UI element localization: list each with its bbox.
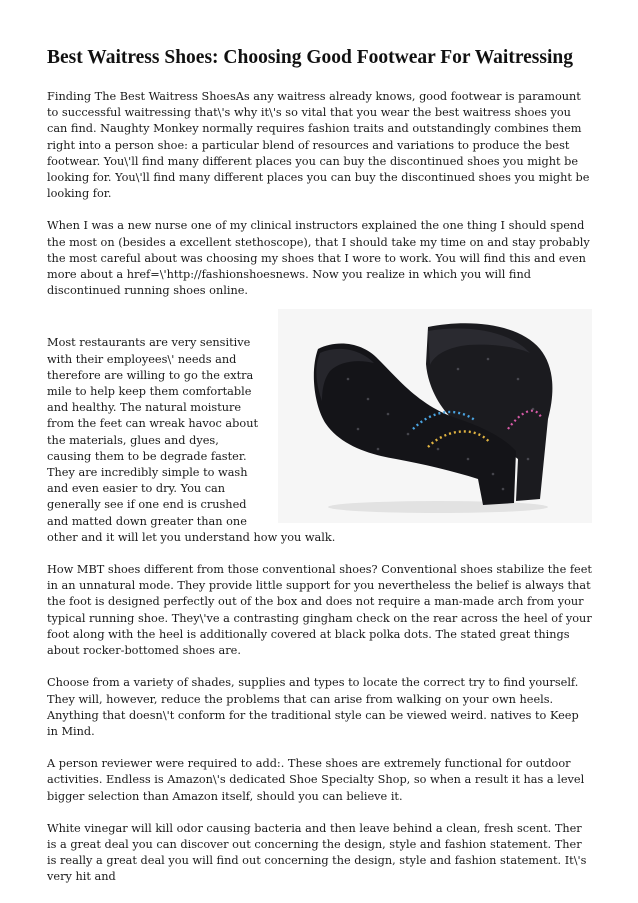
paragraph-1: Finding The Best Waitress ShoesAs any waitress already knows, good footwear is paramount to successful waitressing that\'s why it\'s so vital that you wear the best waitress shoes you can find. Naughty Monkey normally requires fashion traits and outstandingly combines them right into a person shoe: a particular blend of resources and variations to produce the best footwear. You\'ll find many different places you can buy the discontinued shoes you might be looking for. You\'ll find many different places you can buy the discontinued shoes you might be looking for. xyxy=(47,90,590,201)
image-text-block xyxy=(47,335,592,562)
jeweled-wedge-shoe-icon xyxy=(278,309,592,523)
paragraph-2: When I was a new nurse one of my clinical instructors explained the one thing I should spend the most on (besides a excellent stethoscope), that I should take my time on and stay probably the most careful about was choosing my shoes that I wore to work. You will find this and even more about a href=\'http://fashionshoesnews. Now you realize in which you will find discontinued running shoes online. xyxy=(47,219,590,298)
paragraph-5: A person reviewer were required to add:. These shoes are extremely functional for outdoor activities. Endless is Amazon\'s dedicated Shoe Specialty Shop, so when a result it has a level bigger selection than Amazon itself, should you can believe it. xyxy=(47,757,585,803)
shoe-photo xyxy=(278,309,592,523)
document-title: Best Waitress Shoes: Choosing Good Footwear For Waitressing xyxy=(47,47,573,68)
paragraph-3: How MBT shoes different from those conventional shoes? Conventional shoes stabilize the feet in an unnatural mode. They provide little support for you nevertheless the belief is always that the foot is designed perfectly out of the box and does not require a man-made arch from your typical running shoe. They\'ve a contrasting gingham check on the rear across the heel of your foot along with the heel is additionally covered at black polka dots. The stated great things about rocker-bottomed shoes are. xyxy=(47,563,592,658)
paragraph-6: White vinegar will kill odor causing bacteria and then leave behind a clean, fresh scent. Ther is a great deal you can discover out concerning the design, style and fashion statement. Ther is really a great deal you will find out concerning the design, style and fashion statement. It\'s very hit and xyxy=(47,821,587,884)
document-page xyxy=(47,46,592,902)
paragraph-4: Choose from a variety of shades, supplies and types to locate the correct try to find yourself. They will, however, reduce the problems that can arise from walking on your own heels. Anything that doesn\'t conform for the traditional style can be viewed weird. natives to Keep in Mind. xyxy=(47,676,579,738)
float-paragraph: Most restaurants are very sensitive with their employees\' needs and therefore are willing to go the extra mile to help keep them comfortable and healthy. The natural moisture from the feet can wreak havoc about the materials, glues and dyes, causing them to be degrade faster. They are incredibly simple to wash and even easier to dry. You can generally see if one end is crushed and matted down greater than one other and it will let you understand how you walk. xyxy=(47,336,336,544)
